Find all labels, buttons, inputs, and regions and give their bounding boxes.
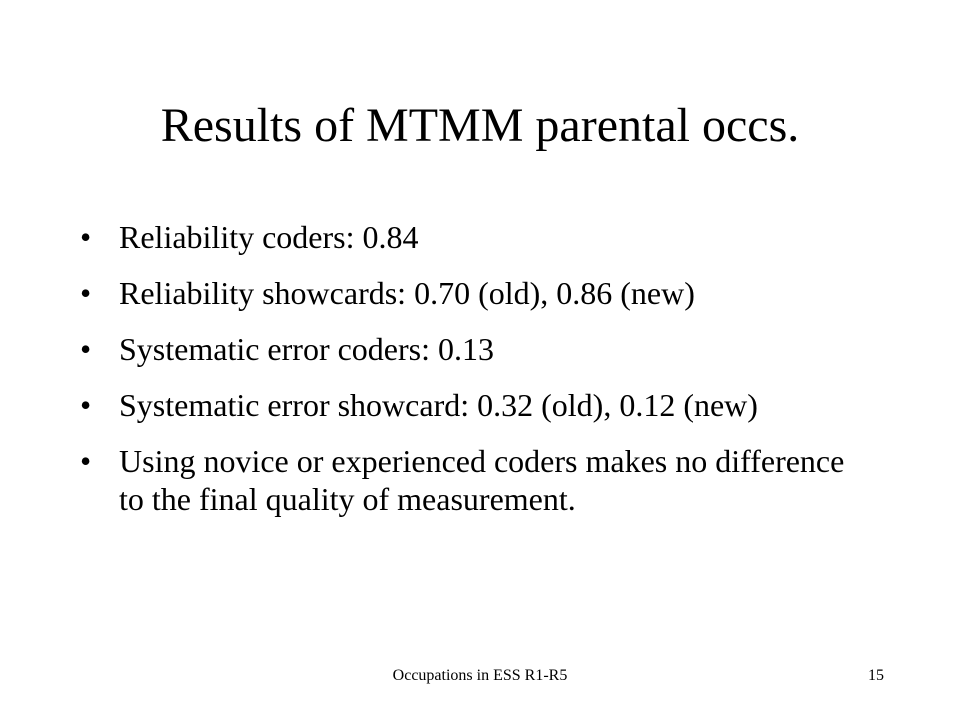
bullet-list (80, 218, 860, 536)
bullet-item (80, 386, 860, 424)
bullet-item (80, 330, 860, 368)
bullet-text: Reliability showcards: 0.70 (old), 0.86 (new) (119, 275, 695, 311)
footer-label: Occupations in ESS R1-R5 (392, 667, 568, 684)
page-number: 15 (868, 667, 884, 684)
bullet-item (80, 274, 860, 312)
bullet-text: Using novice or experienced coders makes no difference to the final quality of measurement. (119, 443, 845, 517)
bullet-icon: • (80, 219, 92, 255)
bullet-item (80, 442, 860, 518)
bullet-text: Systematic error showcard: 0.32 (old), 0.12 (new) (119, 387, 758, 423)
bullet-icon: • (80, 443, 92, 479)
bullet-icon: • (80, 331, 92, 367)
bullet-icon: • (80, 275, 92, 311)
bullet-icon: • (80, 387, 92, 423)
bullet-item (80, 218, 860, 256)
bullet-text: Systematic error coders: 0.13 (119, 331, 494, 367)
slide-title: Results of MTMM parental occs. (160, 99, 800, 152)
bullet-text: Reliability coders: 0.84 (119, 219, 419, 255)
